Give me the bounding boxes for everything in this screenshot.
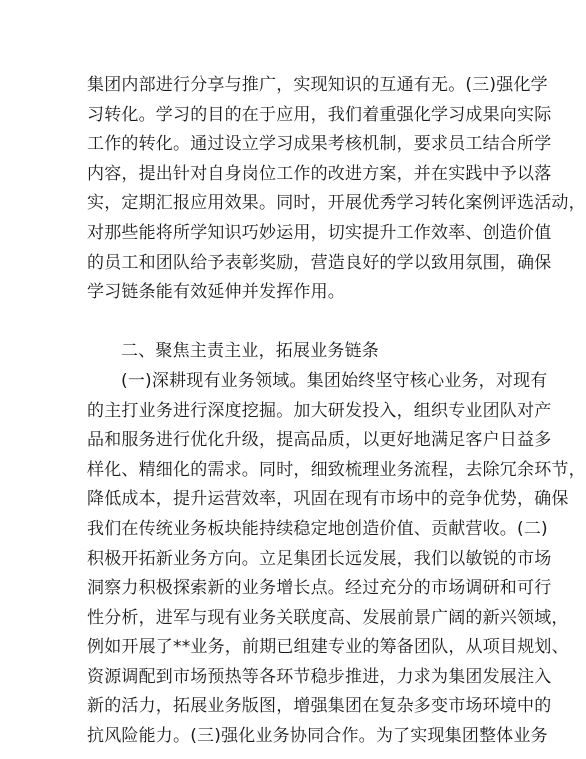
text-line: 抗风险能力。(三)强化业务协同合作。为了实现集团整体业务 xyxy=(87,726,548,747)
text-line: 的员工和团队给予表彰奖励，营造良好的学以致用氛围，确保 xyxy=(87,252,552,273)
text-line: 内容，提出针对自身岗位工作的改进方案，并在实践中予以落 xyxy=(87,163,552,184)
blank-line xyxy=(87,308,507,338)
text-line: 积极开拓新业务方向。立足集团长远发展，我们以敏锐的市场 xyxy=(87,548,552,569)
text-line: 洞察力积极探索新的业务增长点。经过充分的市场调研和可行 xyxy=(87,578,552,599)
text-line: 新的活力，拓展业务版图，增强集团在复杂多变市场环境中的 xyxy=(87,696,552,717)
text-line: 习转化。学习的目的在于应用，我们着重强化学习成果向实际 xyxy=(87,104,552,125)
section-heading: 二、聚焦主责主业，拓展业务链条 xyxy=(121,341,379,362)
text-line: 性分析，进军与现有业务关联度高、发展前景广阔的新兴领域， xyxy=(87,607,569,628)
text-line: 工作的转化。通过设立学习成果考核机制，要求员工结合所学 xyxy=(87,134,552,155)
text-line: 对那些能将所学知识巧妙运用，切实提升工作效率、创造价值 xyxy=(87,222,552,243)
text-line: 资源调配到市场预热等各环节稳步推进，力求为集团发展注入 xyxy=(87,666,552,687)
text-line: 降低成本，提升运营效率，巩固在现有市场中的竞争优势，确保 xyxy=(87,489,569,510)
text-line: 品和服务进行优化升级，提高品质，以更好地满足客户日益多 xyxy=(87,430,552,451)
text-line: 我们在传统业务板块能持续稳定地创造价值、贡献营收。(二) xyxy=(87,518,548,539)
body-text xyxy=(87,71,586,752)
text-line: 样化、精细化的需求。同时，细致梳理业务流程，去除冗余环节， xyxy=(87,459,586,480)
text-line: 集团内部进行分享与推广，实现知识的互通有无。(三)强化学 xyxy=(87,75,548,95)
text-line: 实，定期汇报应用效果。同时，开展优秀学习转化案例评选活动， xyxy=(87,193,586,214)
text-line: 例如开展了**业务，前期已组建专业的筹备团队，从项目规划、 xyxy=(87,637,569,658)
text-line: 学习链条能有效延伸并发挥作用。 xyxy=(87,282,345,303)
text-line: 的主打业务进行深度挖掘。加大研发投入，组织专业团队对产 xyxy=(87,400,552,421)
text-line: (一)深耕现有业务领域。集团始终坚守核心业务，对现有 xyxy=(121,370,548,391)
